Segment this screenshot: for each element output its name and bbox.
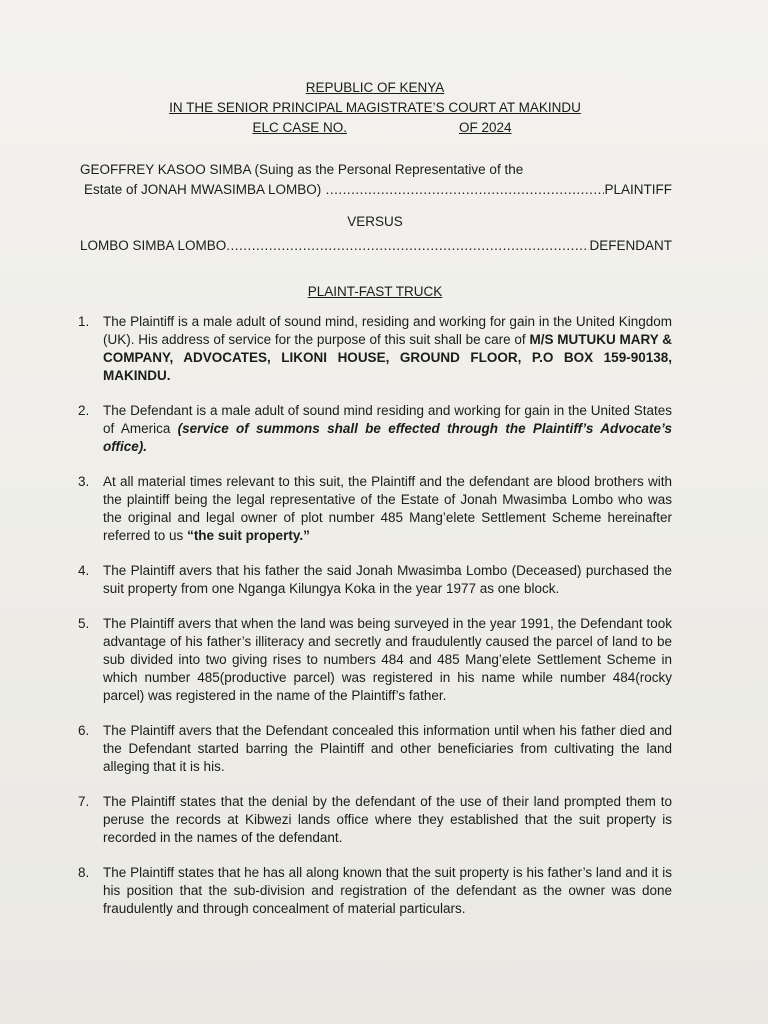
plaintiff-line-2 <box>78 180 672 200</box>
defendant-role: DEFENDANT <box>589 238 672 253</box>
plaint-title: PLAINT-FAST TRUCK <box>307 284 443 299</box>
defendant-line <box>78 236 672 256</box>
paragraph-8 <box>78 864 672 918</box>
paragraph-number: 8. <box>78 865 90 880</box>
paragraph-text: The Plaintiff avers that when the land was being surveyed in the year 1991, the Defendant took advantage of his father’s illiteracy and secretly and fraudulently caused the parcel of land to be sub divided into two giving rises to numbers 484 and 485 Mang’elete Settlement Scheme in which number 485(productive parcel) was registered in his name while number 484(rocky parcel) was registered in the name of the Plaintiff’s father. <box>103 616 672 703</box>
defendant-name: LOMBO SIMBA LOMBO <box>80 238 227 253</box>
paragraph-7 <box>78 793 672 847</box>
paragraph-number: 4. <box>78 563 90 578</box>
plaintiff-role: PLAINTIFF <box>604 182 672 197</box>
plaintiff-estate: Estate of JONAH MWASIMBA LOMBO) <box>84 182 322 197</box>
paragraph-number: 1. <box>78 314 90 329</box>
court-heading: IN THE SENIOR PRINCIPAL MAGISTRATE’S COURT AT MAKINDU <box>169 100 581 115</box>
paragraph-list <box>78 313 672 918</box>
service-note: (service of summons shall be effected through the Plaintiff’s Advocate’s office). <box>103 421 672 454</box>
paragraph-number: 6. <box>78 723 90 738</box>
parties-block <box>78 160 672 256</box>
case-prefix: ELC CASE NO. <box>252 120 347 135</box>
paragraph-body <box>103 473 672 545</box>
paragraph-number: 3. <box>78 474 90 489</box>
suit-property-term: “the suit property.” <box>187 528 310 543</box>
paragraph-5 <box>78 615 672 705</box>
paragraph-text: The Plaintiff is a male adult of sound mind, residing and working for gain in the United Kingdom (UK). His address of service for the purpose of this suit shall be care of <box>103 314 672 347</box>
paragraph-4 <box>78 562 672 598</box>
paragraph-3 <box>78 473 672 545</box>
paragraph-text: The Defendant is a male adult of sound mind residing and working for gain in the United States of America <box>103 403 672 436</box>
republic-heading: REPUBLIC OF KENYA <box>305 80 445 95</box>
dot-leader <box>321 180 604 200</box>
advocate-address: M/S MUTUKU MARY & COMPANY, ADVOCATES, LIKONI HOUSE, GROUND FLOOR, P.O BOX 159-90138, MAKINDU. <box>103 332 672 383</box>
paragraph-text: At all material times relevant to this suit, the Plaintiff and the defendant are blood brothers with the plaintiff being the legal representative of the Estate of Jonah Mwasimba Lombo who was the original and legal owner of plot number 485 Mang’elete Settlement Scheme hereinafter referred to us <box>103 474 672 543</box>
case-suffix: OF 2024 <box>459 120 512 135</box>
case-number <box>92 118 672 138</box>
paragraph-text: The Plaintiff states that the denial by the defendant of the use of their land prompted them to peruse the records at Kibwezi lands office where they established that the suit property is recorded in the names of the defendant. <box>103 794 672 845</box>
plaintiff-line-1: GEOFFREY KASOO SIMBA (Suing as the Personal Representative of the <box>80 162 524 177</box>
paragraph-2 <box>78 402 672 456</box>
paragraph-text: The Plaintiff avers that the Defendant concealed this information until when his father died and the Defendant started barring the Plaintiff and other beneficiaries from cultivating the land alleging that it is his. <box>103 723 672 774</box>
versus-heading: VERSUS <box>347 214 403 229</box>
paragraph-body <box>103 402 672 456</box>
dot-leader <box>226 236 589 256</box>
court-header <box>78 78 672 138</box>
paragraph-text: The Plaintiff avers that his father the said Jonah Mwasimba Lombo (Deceased) purchased the suit property from one Nganga Kilungya Koka in the year 1977 as one block. <box>103 563 672 596</box>
paragraph-number: 7. <box>78 794 90 809</box>
paragraph-1 <box>78 313 672 385</box>
paragraph-number: 2. <box>78 403 90 418</box>
paragraph-number: 5. <box>78 616 90 631</box>
paragraph-text: The Plaintiff states that he has all along known that the suit property is his father’s land and it is his position that the sub-division and registration of the defendant as the owner was done fraudulently and through concealment of material particulars. <box>103 865 672 916</box>
paragraph-body <box>103 313 672 385</box>
paragraph-6 <box>78 722 672 776</box>
